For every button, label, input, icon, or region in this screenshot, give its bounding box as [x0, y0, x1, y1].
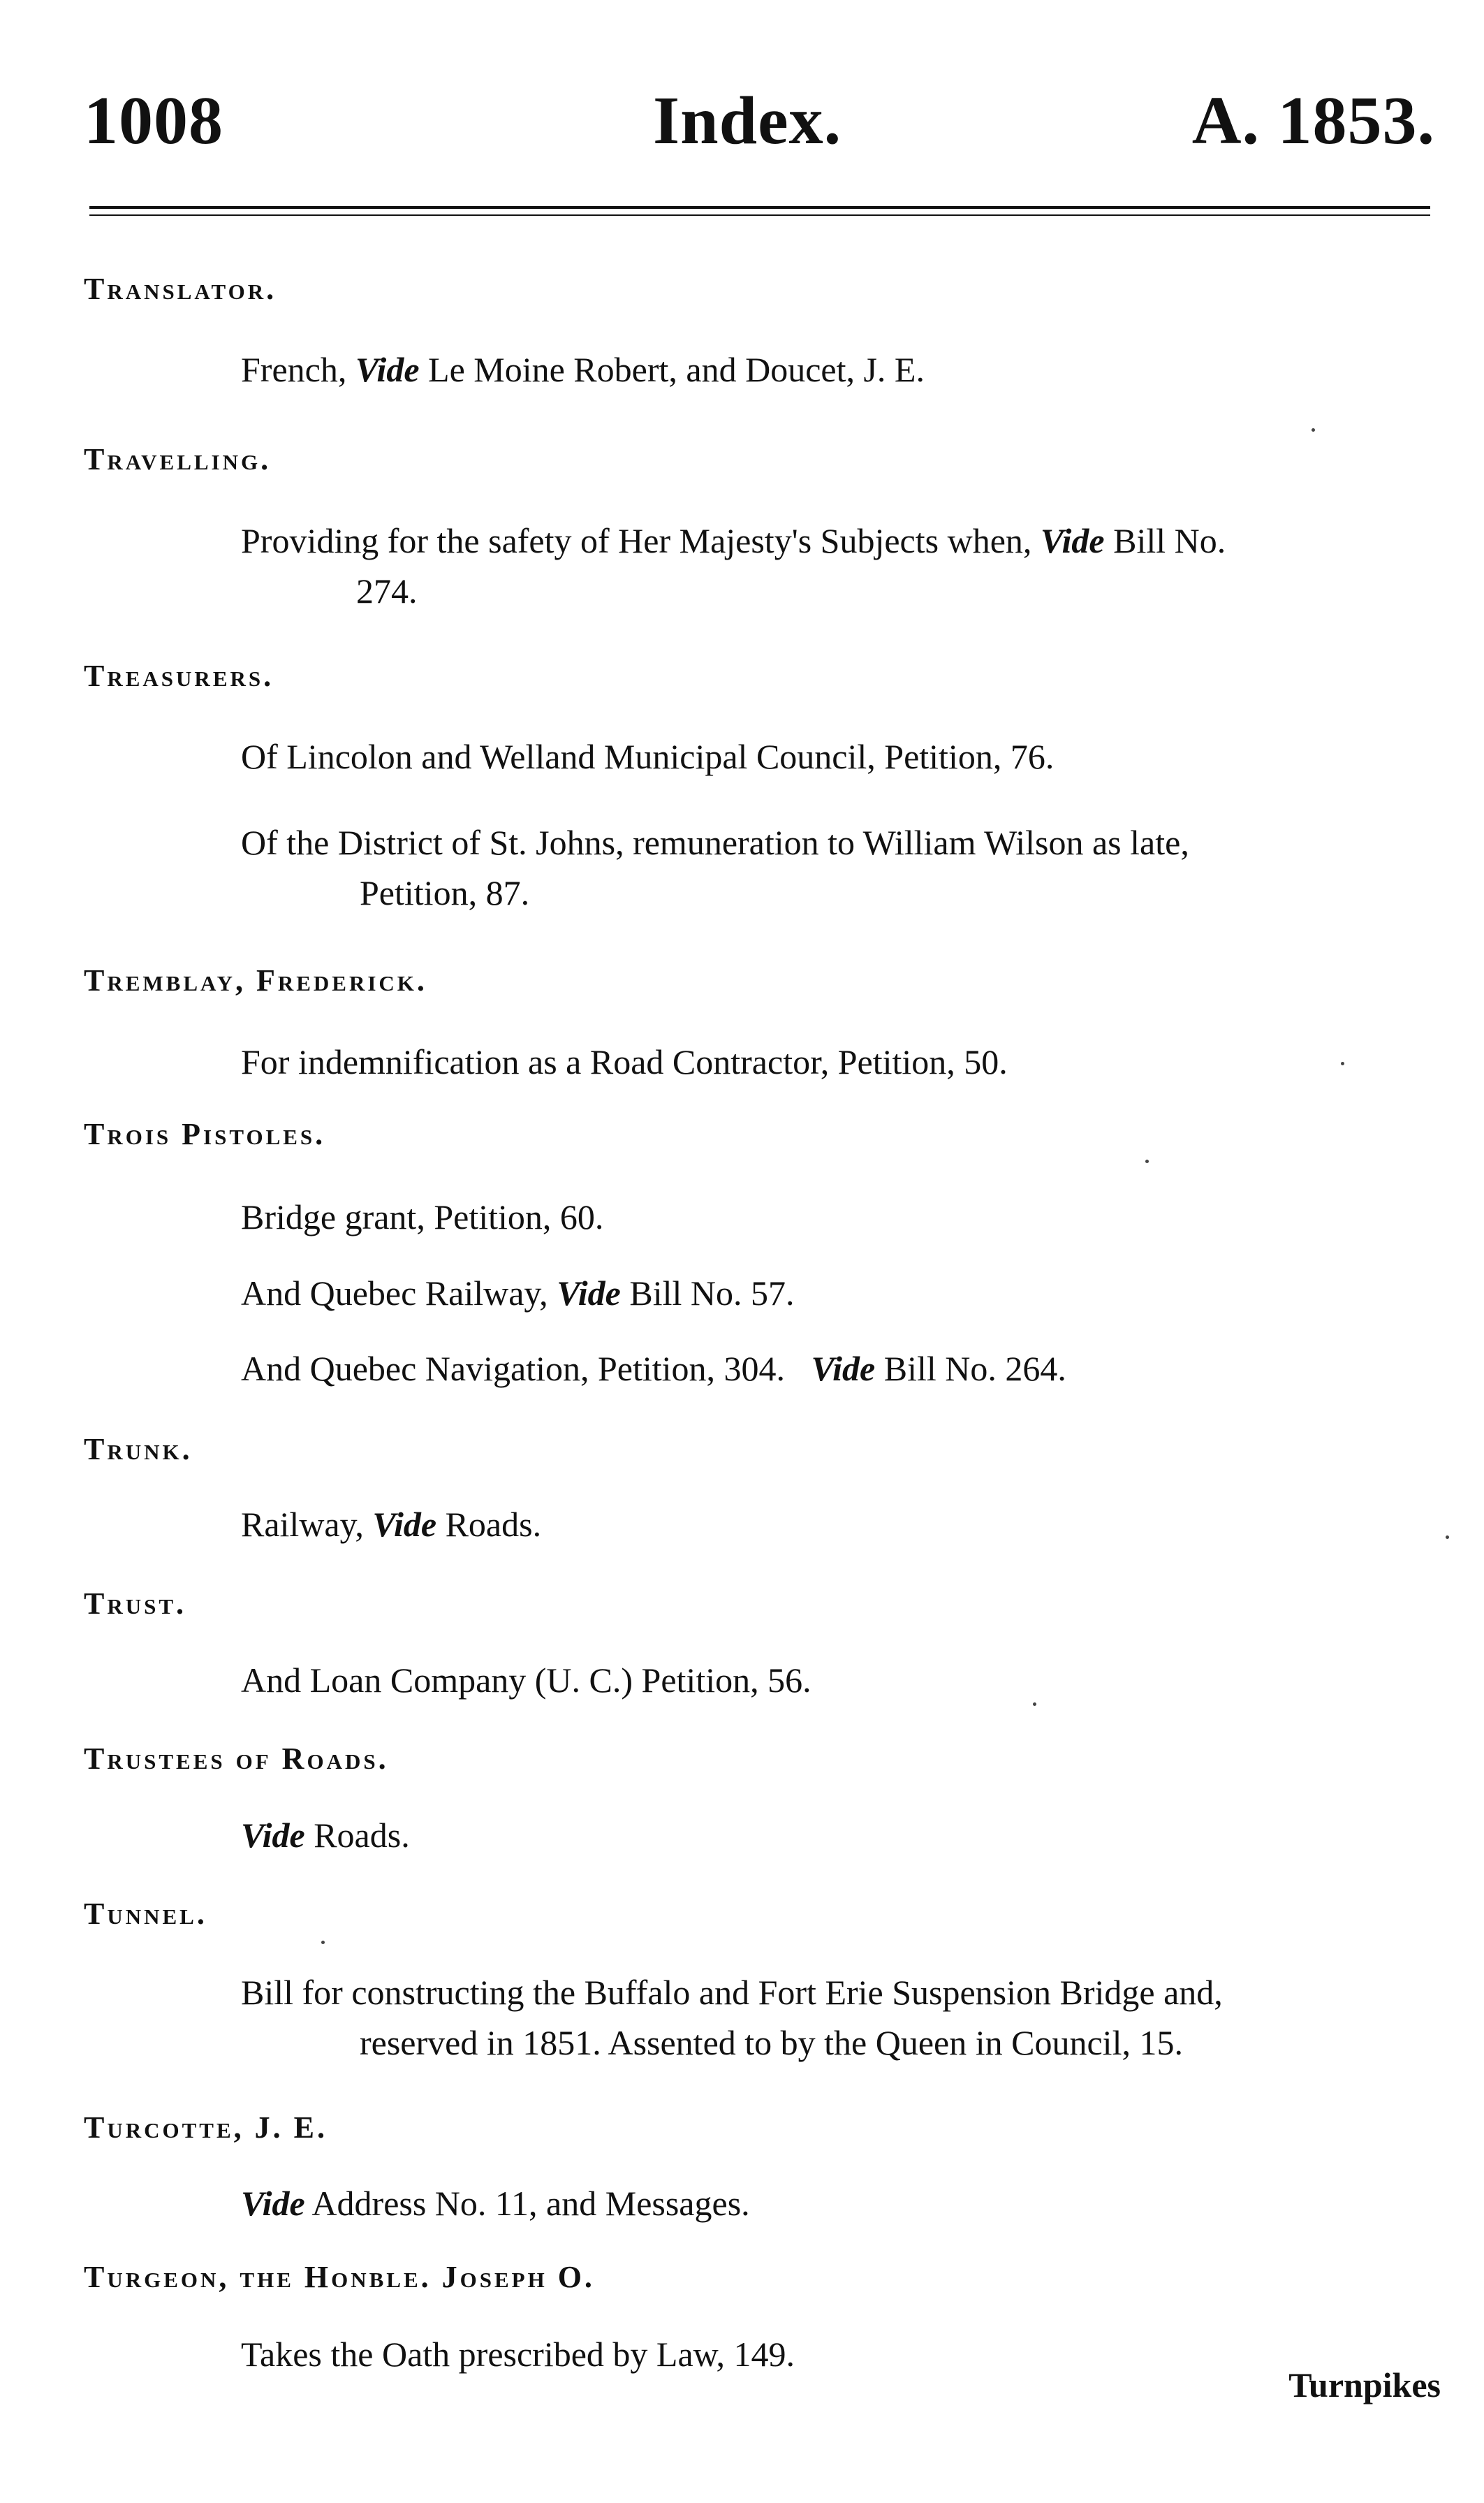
index-heading: Tunnel. [84, 1897, 207, 1931]
item-text: Takes the Oath prescribed by Law, 149. [241, 2335, 795, 2374]
item-continuation: Petition, 87. [360, 873, 530, 912]
vide-label: Vide [811, 1349, 876, 1388]
item-text: Bill No. 264. [875, 1349, 1066, 1388]
index-item [241, 1499, 1460, 1549]
item-text: Bill No. 57. [620, 1274, 795, 1313]
page-title: Index. [653, 83, 842, 159]
print-speck [1312, 428, 1315, 432]
index-item [241, 2178, 1460, 2228]
print-speck [1145, 1160, 1149, 1163]
index-item [241, 817, 1460, 918]
print-speck [1341, 1062, 1344, 1065]
header-rule-thick [89, 206, 1430, 209]
item-text: Providing for the safety of Her Majesty's Subjects when, [241, 521, 1041, 560]
index-heading: Trunk. [84, 1432, 193, 1466]
index-item [241, 1037, 1460, 1087]
item-text: Of Lincolon and Welland Municipal Council, Petition, 76. [241, 737, 1055, 776]
item-continuation: 274. [356, 571, 418, 611]
index-item [241, 1192, 1460, 1242]
catchword: Turnpikes [1288, 2365, 1441, 2405]
item-text: Of the District of St. Johns, remuneration to William Wilson as late, [241, 823, 1189, 862]
item-text: Address No. 11, and Messages. [304, 2184, 750, 2223]
index-item [241, 731, 1460, 782]
vide-label: Vide [241, 1816, 305, 1855]
vide-label: Vide [557, 1274, 621, 1313]
vide-label: Vide [355, 350, 420, 389]
vide-label: Vide [372, 1505, 437, 1544]
index-heading: Trustees of Roads. [84, 1742, 389, 1776]
item-text: Le Moine Robert, and Doucet, J. E. [419, 350, 925, 389]
item-text: Bill No. [1104, 521, 1226, 560]
index-item [241, 344, 1460, 395]
print-speck [1446, 1535, 1449, 1539]
index-item [241, 1343, 1460, 1394]
item-text: Bridge grant, Petition, 60. [241, 1197, 604, 1236]
index-heading: Turcotte, J. E. [84, 2110, 328, 2145]
print-speck [321, 1941, 325, 1944]
index-item [241, 1967, 1460, 2068]
index-heading: Translator. [84, 272, 277, 306]
vide-label: Vide [241, 2184, 305, 2223]
index-heading: Travelling. [84, 442, 272, 476]
item-text: And Quebec Navigation, Petition, 304. [241, 1349, 811, 1388]
item-text: And Quebec Railway, [241, 1274, 557, 1313]
vide-label: Vide [1040, 521, 1105, 560]
index-item [241, 2329, 1460, 2379]
item-continuation: reserved in 1851. Assented to by the Queen in Council, 15. [360, 2023, 1183, 2062]
item-text: French, [241, 350, 355, 389]
page-number: 1008 [84, 83, 223, 159]
item-text: Railway, [241, 1505, 373, 1544]
header-rule-thin [89, 214, 1430, 216]
page-year: A. 1853. [1191, 83, 1435, 159]
index-heading: Trust. [84, 1586, 187, 1621]
item-text: Roads. [436, 1505, 542, 1544]
index-heading: Tremblay, Frederick. [84, 963, 427, 998]
index-item [241, 1655, 1460, 1705]
item-text: Roads. [304, 1816, 410, 1855]
index-item [241, 516, 1460, 616]
print-speck [1033, 1702, 1036, 1706]
index-heading: Trois Pistoles. [84, 1117, 326, 1151]
index-heading: Treasurers. [84, 659, 274, 693]
index-item [241, 1810, 1460, 1860]
item-text: For indemnification as a Road Contractor, Petition, 50. [241, 1042, 1008, 1081]
page-header [0, 82, 1484, 159]
index-heading: Turgeon, the Honble. Joseph O. [84, 2260, 595, 2294]
index-item [241, 1268, 1460, 1318]
item-text: And Loan Company (U. C.) Petition, 56. [241, 1661, 811, 1700]
item-text: Bill for constructing the Buffalo and Fort Erie Suspension Bridge and, [241, 1973, 1223, 2012]
